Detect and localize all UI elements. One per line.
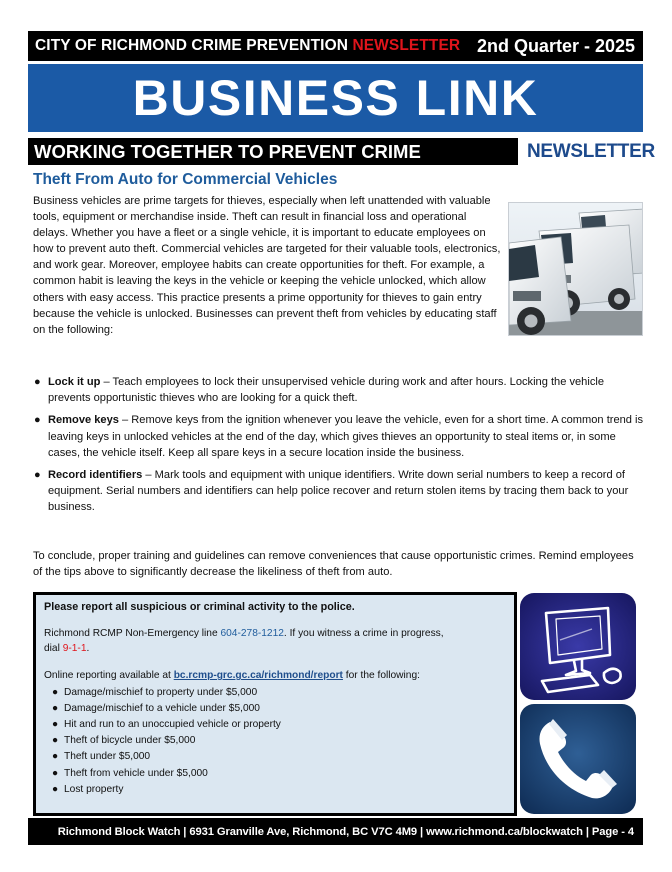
list-item	[52, 733, 506, 749]
series-title-suffix: NEWSLETTER	[352, 37, 461, 54]
list-item	[52, 766, 506, 782]
article-intro: Business vehicles are prime targets for thieves, especially when left unattended with valuable tools, equipment or merchandise inside. Theft can result in financial loss and operational delays. Whether you have a fleet or a single vehicle, it is important to educate employees on how to prevent auto theft. Commercial vehicles are targeted for their valuable tools, electronics, and work gear. Moreover, employee habits can create opportunities for theft. For example, a common habit is leaving the keys in the vehicle or keeping the vehicle unlocked, which allow others with easy access. This practice presents a prime opportunity for thieves to gain entry because the vehicle is unlocked. Businesses can prevent theft from vehicles by educating staff on the following:	[33, 195, 501, 336]
report-item: Theft from vehicle under $5,000	[64, 767, 208, 779]
newsletter-series-title	[35, 37, 460, 55]
non-emergency-prefix: Richmond RCMP Non-Emergency line	[44, 628, 221, 640]
online-reporting-line	[44, 669, 506, 683]
bullet-icon: ●	[52, 783, 59, 795]
non-emergency-suffix: . If you witness a crime in progress,	[283, 628, 444, 640]
tip-label: Lock it up	[48, 376, 101, 388]
emergency-number[interactable]: 9-1-1	[62, 642, 87, 654]
dial-prefix: dial	[44, 642, 63, 654]
phone-icon	[520, 704, 636, 814]
computer-icon	[520, 593, 636, 700]
prevention-tips-list	[33, 374, 645, 522]
footer: Richmond Block Watch | 6931 Granville Ave, Richmond, BC V7C 4M9 | www.richmond.ca/blockwatch | Page - 4	[28, 818, 643, 845]
series-title-prefix: CITY OF RICHMOND CRIME PREVENTION	[35, 37, 349, 54]
online-prefix: Online reporting available at	[44, 670, 174, 682]
report-item: Damage/mischief to property under $5,000	[64, 686, 258, 698]
bullet-icon: ●	[52, 751, 59, 763]
non-emergency-line	[44, 627, 506, 656]
bullet-icon: ●	[52, 719, 59, 731]
list-item	[33, 374, 645, 406]
issue-quarter: 2nd Quarter - 2025	[476, 35, 635, 56]
report-item: Theft under $5,000	[64, 751, 151, 763]
tip-text: – Teach employees to lock their unsupervised vehicle during work and after hours. Locking the vehicle prevents opportunistic thieves who are looking for a quick theft.	[48, 376, 605, 405]
tip-label: Record identifiers	[48, 469, 143, 482]
list-item	[52, 717, 506, 733]
bullet-icon: ●	[52, 702, 59, 714]
commercial-vans-photo	[508, 202, 643, 336]
article-conclusion: To conclude, proper training and guidelines can remove conveniences that cause opportunistic crimes. Remind employees of the tips above to significantly decrease the likeliness of theft from auto.	[33, 550, 634, 579]
tagline: WORKING TOGETHER TO PREVENT CRIME	[28, 138, 518, 165]
bullet-icon: ●	[52, 767, 59, 779]
report-item: Theft of bicycle under $5,000	[64, 735, 196, 747]
tip-text: – Mark tools and equipment with unique identifiers. Write down serial numbers to keep a record of equipment. Serial numbers and identifiers can help police recover and return stolen items by tracing them back to your business.	[48, 469, 629, 514]
online-report-list	[44, 685, 506, 798]
list-item	[52, 782, 506, 798]
bullet-icon: ●	[34, 469, 41, 482]
dial-suffix: .	[86, 642, 90, 654]
bullet-icon: ●	[52, 735, 59, 747]
masthead	[28, 64, 643, 132]
online-report-link[interactable]: bc.rcmp-grc.gc.ca/richmond/report	[173, 670, 343, 682]
list-item	[52, 749, 506, 765]
tip-label: Remove keys	[48, 414, 119, 427]
online-suffix: for the following:	[342, 670, 420, 682]
report-item: Lost property	[64, 783, 124, 795]
bullet-icon: ●	[34, 376, 41, 388]
non-emergency-number[interactable]: 604-278-1212	[220, 628, 284, 640]
report-item: Hit and run to an unoccupied vehicle or property	[64, 719, 281, 731]
list-item	[33, 412, 645, 461]
tip-text: – Remove keys from the ignition whenever you leave the vehicle, even for a short time. A common trend is leaving keys in unlocked vehicles at the end of the day, which gives thieves an opportunity to steal items or, in some cases, the vehicle itself. Keep all spare keys in a secure location inside the business.	[48, 414, 644, 459]
bullet-icon: ●	[52, 686, 59, 698]
report-item: Damage/mischief to a vehicle under $5,000	[64, 702, 260, 714]
masthead-title: BUSINESS LINK	[132, 70, 539, 126]
report-info-box	[33, 592, 517, 816]
report-heading: Please report all suspicious or criminal activity to the police.	[44, 601, 355, 613]
list-item	[52, 685, 506, 701]
list-item	[33, 467, 645, 516]
bullet-icon: ●	[34, 414, 41, 427]
list-item	[52, 701, 506, 717]
article-title: Theft From Auto for Commercial Vehicles	[33, 171, 338, 188]
newsletter-label: NEWSLETTER	[527, 140, 655, 162]
top-banner	[28, 31, 643, 61]
